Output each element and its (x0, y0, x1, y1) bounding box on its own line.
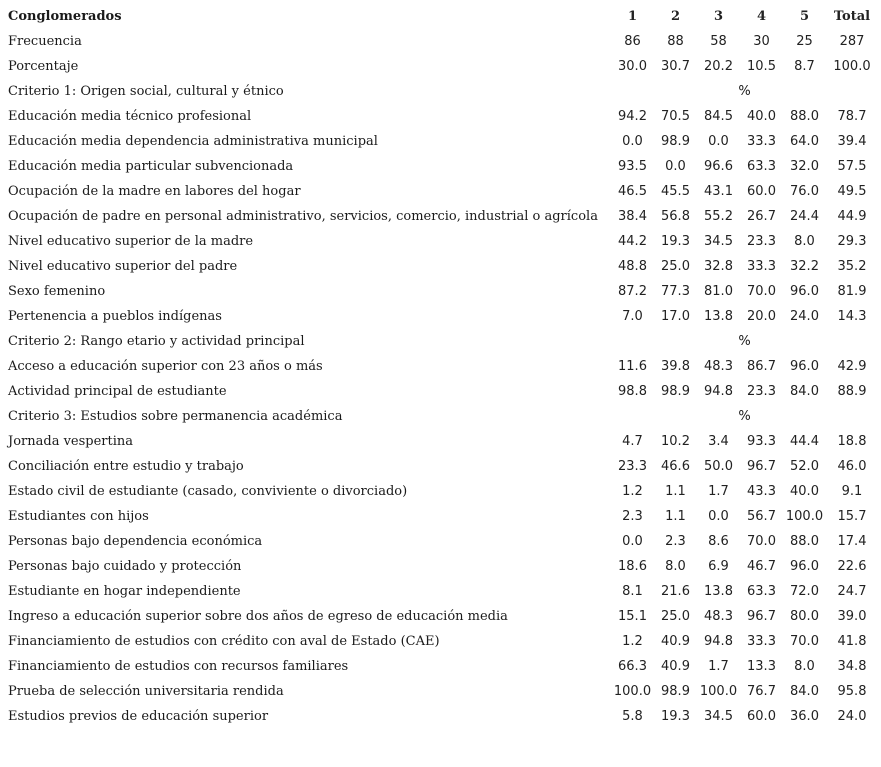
cell-total: 34.8 (837, 659, 867, 674)
table-row (0, 29, 878, 54)
cell-total: 49.5 (837, 184, 867, 199)
cell-cluster-2: 19.3 (661, 709, 690, 724)
row-label: Nivel educativo superior de la madre (8, 234, 254, 249)
table-row (0, 704, 878, 729)
cell-cluster-3: 58 (710, 34, 727, 49)
cell-cluster-4: 23.3 (747, 234, 776, 249)
row-label: Acceso a educación superior con 23 años o más (8, 359, 323, 374)
row-label: Nivel educativo superior del padre (8, 259, 238, 274)
cell-total: 17.4 (837, 534, 867, 549)
cell-cluster-4: 63.3 (747, 159, 776, 174)
table-row (0, 229, 878, 254)
row-label: Financiamiento de estudios con recursos familiares (8, 659, 349, 674)
cell-cluster-3: 34.5 (704, 234, 733, 249)
row-label: Porcentaje (8, 59, 79, 74)
cell-cluster-1: 0.0 (622, 134, 643, 149)
cell-cluster-3: 96.6 (704, 159, 733, 174)
header-col-5: 5 (799, 9, 810, 24)
cell-cluster-5: 32.2 (790, 259, 819, 274)
cell-cluster-5: 36.0 (790, 709, 819, 724)
table-row (0, 579, 878, 604)
cell-cluster-5: 8.0 (794, 659, 815, 674)
cell-total: 100.0 (833, 59, 871, 74)
row-label: Educación media técnico profesional (8, 109, 252, 124)
cell-cluster-5: 8.7 (794, 59, 815, 74)
table-body (0, 29, 878, 729)
table-row (0, 379, 878, 404)
cell-cluster-4: 23.3 (747, 384, 776, 399)
row-label: Sexo femenino (8, 284, 106, 299)
cell-total: 22.6 (837, 559, 867, 574)
cell-total: 41.8 (837, 634, 867, 649)
cell-cluster-1: 1.2 (622, 484, 643, 499)
row-label: Jornada vespertina (8, 434, 134, 449)
cell-total: 78.7 (837, 109, 867, 124)
cell-cluster-3: 1.7 (708, 659, 729, 674)
row-label: Estado civil de estudiante (casado, conviviente o divorciado) (8, 484, 408, 499)
cell-cluster-5: 40.0 (790, 484, 819, 499)
cell-cluster-4: 10.5 (747, 59, 776, 74)
cell-cluster-3: 6.9 (708, 559, 729, 574)
cell-cluster-2: 10.2 (661, 434, 690, 449)
cluster-characteristics-table (0, 4, 878, 729)
cell-total: 9.1 (841, 484, 863, 499)
unit-label: % (738, 84, 751, 99)
cell-cluster-2: 39.8 (661, 359, 690, 374)
cell-cluster-5: 76.0 (790, 184, 819, 199)
cell-cluster-2: 19.3 (661, 234, 690, 249)
header-col-2: 2 (670, 9, 681, 24)
cell-cluster-1: 66.3 (618, 659, 647, 674)
cell-cluster-2: 2.3 (665, 534, 686, 549)
cell-cluster-5: 64.0 (790, 134, 819, 149)
cell-cluster-5: 32.0 (790, 159, 819, 174)
table-row (0, 54, 878, 79)
cell-cluster-2: 40.9 (661, 634, 690, 649)
cell-cluster-3: 34.5 (704, 709, 733, 724)
cell-cluster-4: 33.3 (747, 634, 776, 649)
table-row (0, 104, 878, 129)
row-label: Actividad principal de estudiante (8, 384, 227, 399)
row-label: Personas bajo dependencia económica (8, 534, 263, 549)
cell-cluster-1: 0.0 (622, 534, 643, 549)
table-row (0, 454, 878, 479)
cell-cluster-4: 13.3 (747, 659, 776, 674)
cell-cluster-5: 84.0 (790, 384, 819, 399)
cell-cluster-4: 96.7 (747, 609, 776, 624)
cell-cluster-1: 44.2 (618, 234, 647, 249)
cell-cluster-4: 70.0 (747, 284, 776, 299)
cell-cluster-4: 70.0 (747, 534, 776, 549)
row-label: Financiamiento de estudios con crédito con aval de Estado (CAE) (8, 634, 440, 649)
cell-cluster-5: 8.0 (794, 234, 815, 249)
header-col-1: 1 (627, 9, 638, 24)
cell-total: 287 (839, 34, 865, 49)
cell-cluster-2: 8.0 (665, 559, 686, 574)
cell-cluster-4: 60.0 (747, 184, 776, 199)
cell-cluster-1: 8.1 (622, 584, 643, 599)
cell-total: 18.8 (837, 434, 867, 449)
cell-cluster-5: 96.0 (790, 559, 819, 574)
row-label: Pertenencia a pueblos indígenas (8, 309, 222, 324)
cell-cluster-4: 46.7 (747, 559, 776, 574)
cell-cluster-5: 70.0 (790, 634, 819, 649)
header-col-total: Total (833, 9, 871, 24)
header-col-3: 3 (713, 9, 724, 24)
cell-total: 44.9 (837, 209, 867, 224)
row-label: Personas bajo cuidado y protección (8, 559, 242, 574)
row-label: Estudiantes con hijos (8, 509, 149, 524)
cell-cluster-5: 52.0 (790, 459, 819, 474)
table-row (0, 529, 878, 554)
cell-cluster-2: 56.8 (661, 209, 690, 224)
cell-cluster-3: 81.0 (704, 284, 733, 299)
cell-cluster-3: 13.8 (704, 309, 733, 324)
row-label: Prueba de selección universitaria rendida (8, 684, 284, 699)
cell-total: 24.7 (837, 584, 867, 599)
cell-cluster-2: 46.6 (661, 459, 690, 474)
cell-cluster-4: 33.3 (747, 259, 776, 274)
cell-cluster-5: 96.0 (790, 284, 819, 299)
cell-cluster-3: 100.0 (699, 684, 738, 699)
cell-cluster-1: 30.0 (618, 59, 647, 74)
cell-total: 29.3 (837, 234, 867, 249)
cell-cluster-5: 72.0 (790, 584, 819, 599)
cell-total: 57.5 (837, 159, 867, 174)
cell-cluster-1: 87.2 (618, 284, 647, 299)
row-label: Frecuencia (8, 34, 82, 49)
table-row (0, 354, 878, 379)
cell-cluster-4: 20.0 (747, 309, 776, 324)
cell-cluster-4: 63.3 (747, 584, 776, 599)
cell-total: 46.0 (837, 459, 867, 474)
cell-cluster-2: 1.1 (665, 484, 686, 499)
cell-cluster-1: 4.7 (622, 434, 643, 449)
header-col-4: 4 (756, 9, 767, 24)
cell-cluster-4: 76.7 (747, 684, 776, 699)
cell-cluster-3: 94.8 (704, 384, 733, 399)
table-row (0, 154, 878, 179)
cell-cluster-3: 55.2 (704, 209, 733, 224)
cell-cluster-1: 94.2 (618, 109, 647, 124)
cell-cluster-1: 15.1 (618, 609, 647, 624)
cell-cluster-3: 13.8 (704, 584, 733, 599)
row-label: Estudiante en hogar independiente (8, 584, 241, 599)
section-title: Criterio 1: Origen social, cultural y étnico (8, 84, 284, 99)
table-row (0, 479, 878, 504)
table-row (0, 629, 878, 654)
section-title: Criterio 3: Estudios sobre permanencia académica (8, 409, 343, 424)
cell-cluster-1: 48.8 (618, 259, 647, 274)
cell-cluster-2: 98.9 (661, 384, 690, 399)
row-label: Estudios previos de educación superior (8, 709, 269, 724)
row-label: Ocupación de la madre en labores del hogar (8, 184, 301, 199)
cell-cluster-3: 94.8 (704, 634, 733, 649)
cell-cluster-1: 11.6 (618, 359, 647, 374)
cell-cluster-5: 24.0 (790, 309, 819, 324)
cell-cluster-1: 5.8 (622, 709, 643, 724)
cell-cluster-3: 84.5 (704, 109, 733, 124)
cell-cluster-2: 1.1 (665, 509, 686, 524)
table-row (0, 654, 878, 679)
cell-cluster-1: 23.3 (618, 459, 647, 474)
row-label: Educación media dependencia administrativa municipal (8, 134, 378, 149)
table-header-row (0, 4, 878, 29)
cell-cluster-3: 3.4 (708, 434, 729, 449)
cell-cluster-2: 21.6 (661, 584, 690, 599)
cell-cluster-1: 100.0 (613, 684, 652, 699)
cell-cluster-1: 86 (624, 34, 641, 49)
table-row (0, 204, 878, 229)
table-row (0, 254, 878, 279)
cell-cluster-2: 98.9 (661, 134, 690, 149)
cell-cluster-3: 0.0 (708, 134, 729, 149)
cell-cluster-5: 80.0 (790, 609, 819, 624)
cell-cluster-5: 88.0 (790, 534, 819, 549)
unit-label: % (738, 409, 751, 424)
cell-cluster-1: 46.5 (618, 184, 647, 199)
cell-cluster-3: 43.1 (704, 184, 733, 199)
cell-cluster-4: 26.7 (747, 209, 776, 224)
cell-total: 88.9 (837, 384, 867, 399)
row-label: Ocupación de padre en personal administrativo, servicios, comercio, industrial o agrícola (8, 209, 598, 224)
cell-total: 24.0 (837, 709, 867, 724)
cell-cluster-1: 98.8 (618, 384, 647, 399)
row-label: Ingreso a educación superior sobre dos años de egreso de educación media (8, 609, 508, 624)
table-row (0, 304, 878, 329)
cell-cluster-1: 2.3 (622, 509, 643, 524)
table-row (0, 604, 878, 629)
cell-cluster-2: 88 (667, 34, 684, 49)
cell-total: 39.0 (837, 609, 867, 624)
cell-cluster-4: 60.0 (747, 709, 776, 724)
cell-cluster-2: 45.5 (661, 184, 690, 199)
cell-cluster-1: 7.0 (622, 309, 643, 324)
cell-cluster-2: 40.9 (661, 659, 690, 674)
cell-cluster-3: 48.3 (704, 359, 733, 374)
section-header-row (0, 79, 878, 104)
cell-cluster-2: 77.3 (661, 284, 690, 299)
cell-cluster-3: 20.2 (704, 59, 733, 74)
cell-cluster-5: 25 (796, 34, 813, 49)
cell-cluster-2: 70.5 (661, 109, 690, 124)
table-row (0, 429, 878, 454)
table-row (0, 679, 878, 704)
cell-cluster-4: 56.7 (747, 509, 776, 524)
cell-cluster-2: 25.0 (661, 609, 690, 624)
cell-cluster-3: 32.8 (704, 259, 733, 274)
cell-cluster-1: 1.2 (622, 634, 643, 649)
section-title: Criterio 2: Rango etario y actividad principal (8, 334, 305, 349)
row-label: Educación media particular subvencionada (8, 159, 294, 174)
cell-cluster-5: 100.0 (785, 509, 824, 524)
cell-cluster-3: 1.7 (708, 484, 729, 499)
cell-cluster-3: 8.6 (708, 534, 729, 549)
table-row (0, 504, 878, 529)
cell-cluster-5: 84.0 (790, 684, 819, 699)
cell-cluster-3: 48.3 (704, 609, 733, 624)
cell-cluster-5: 96.0 (790, 359, 819, 374)
cell-cluster-5: 88.0 (790, 109, 819, 124)
cell-cluster-5: 24.4 (790, 209, 819, 224)
cell-total: 35.2 (837, 259, 867, 274)
cell-cluster-4: 96.7 (747, 459, 776, 474)
cell-cluster-3: 0.0 (708, 509, 729, 524)
cell-cluster-4: 43.3 (747, 484, 776, 499)
cell-total: 95.8 (837, 684, 867, 699)
cell-cluster-1: 38.4 (618, 209, 647, 224)
table-row (0, 279, 878, 304)
cell-cluster-1: 18.6 (618, 559, 647, 574)
row-label: Conciliación entre estudio y trabajo (8, 459, 244, 474)
cell-cluster-4: 93.3 (747, 434, 776, 449)
cell-cluster-2: 0.0 (665, 159, 686, 174)
cell-cluster-4: 86.7 (747, 359, 776, 374)
cell-cluster-5: 44.4 (790, 434, 819, 449)
table-row (0, 129, 878, 154)
unit-label: % (738, 334, 751, 349)
section-header-row (0, 329, 878, 354)
cell-cluster-4: 33.3 (747, 134, 776, 149)
cell-cluster-2: 17.0 (661, 309, 690, 324)
table-row (0, 179, 878, 204)
cell-cluster-2: 98.9 (661, 684, 690, 699)
cell-cluster-3: 50.0 (704, 459, 733, 474)
section-header-row (0, 404, 878, 429)
header-label: Conglomerados (8, 9, 122, 24)
cell-cluster-1: 93.5 (618, 159, 647, 174)
cell-total: 42.9 (837, 359, 867, 374)
cell-cluster-2: 30.7 (661, 59, 690, 74)
table-row (0, 554, 878, 579)
cell-total: 15.7 (837, 509, 867, 524)
cell-cluster-2: 25.0 (661, 259, 690, 274)
cell-cluster-4: 30 (753, 34, 770, 49)
cell-cluster-4: 40.0 (747, 109, 776, 124)
cell-total: 81.9 (837, 284, 867, 299)
cell-total: 14.3 (837, 309, 867, 324)
cell-total: 39.4 (837, 134, 867, 149)
